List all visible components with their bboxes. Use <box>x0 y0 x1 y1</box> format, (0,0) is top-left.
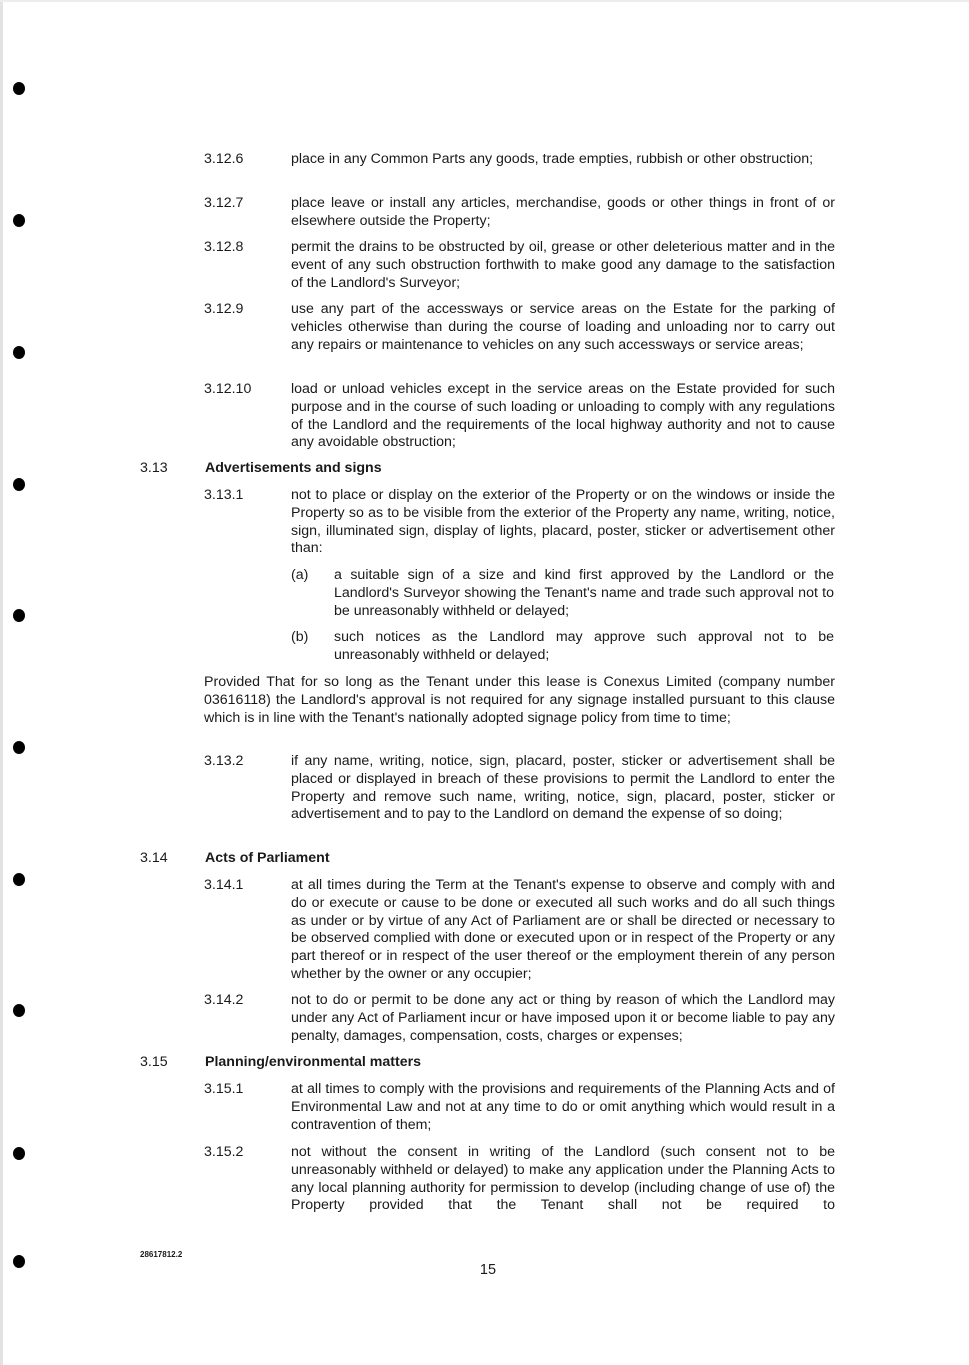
clause-number: 3.12.10 <box>204 381 252 397</box>
punch-hole <box>13 1255 25 1268</box>
clause-number: 3.15.1 <box>204 1081 244 1097</box>
subclause-text: a suitable sign of a size and kind first approved by the Landlord or the Landlord's Surveyor showing the Tenant's name and trade such approval not to be unreasonably withheld or delayed; <box>334 567 834 619</box>
punch-hole <box>13 741 25 754</box>
clause-text: place in any Common Parts any goods, trade empties, rubbish or other obstruction; <box>291 151 814 167</box>
clause-number: 3.12.6 <box>204 151 244 167</box>
document-reference: 28617812.2 <box>140 1250 183 1259</box>
page-top-shadow <box>0 0 969 2</box>
clause-number: 3.12.7 <box>204 195 244 211</box>
clause-number: 3.12.8 <box>204 239 244 255</box>
clause-number: 3.14.2 <box>204 992 244 1008</box>
punch-hole <box>13 1004 25 1017</box>
page-number: 15 <box>479 1262 497 1278</box>
punch-hole <box>13 478 25 491</box>
punch-hole <box>13 214 25 227</box>
punch-hole <box>13 609 25 622</box>
clause-number: 3.13.2 <box>204 753 244 769</box>
section-number: 3.15 <box>140 1054 168 1070</box>
clause-number: 3.12.9 <box>204 301 244 317</box>
clause-text: use any part of the accessways or service areas on the Estate for the parking of vehicles otherwise than during the course of loading and unloading nor to carry out any repairs or maintenance to vehicles on any such accessways or service areas; <box>291 301 835 353</box>
punch-hole <box>13 873 25 886</box>
section-heading: Planning/environmental matters <box>205 1054 422 1070</box>
clause-number: 3.15.2 <box>204 1144 244 1160</box>
clause-text: permit the drains to be obstructed by oil, grease or other deleterious matter and in the event of any such obstruction forthwith to make good any damage to the satisfaction of the Landlord's Surveyor; <box>291 239 835 291</box>
section-heading: Advertisements and signs <box>205 460 382 476</box>
punch-hole <box>13 82 25 95</box>
clause-text: load or unload vehicles except in the service areas on the Estate provided for such purpose and in the course of such loading or unloading to comply with any regulations of the Landlord and the requirements of the local highway authority and not to cause any avoidable obstruction; <box>291 381 835 451</box>
clause-text: if any name, writing, notice, sign, placard, poster, sticker or advertisement shall be placed or displayed in breach of these provisions to permit the Landlord to enter the Property and remove such name, writing, notice, sign, placard, poster, sticker or advertisement and to pay to the Landlord on demand the expense of so doing; <box>291 753 835 823</box>
punch-hole <box>13 346 25 359</box>
clause-text: not to place or display on the exterior of the Property or on the windows or inside the Property so as to be visible from the exterior of the Property any name, writing, notice, sign, illuminated sign, display of lights, placard, poster, sticker or advertisement other than: <box>291 487 835 557</box>
clause-text: not to do or permit to be done any act or thing by reason of which the Landlord may under any Act of Parliament incur or have imposed upon it or become liable to pay any penalty, damages, compensation, costs, charges or expenses; <box>291 992 835 1044</box>
page-edge-shadow <box>0 0 3 1365</box>
clause-text: at all times to comply with the provisions and requirements of the Planning Acts and of Environmental Law and not at any time to do or omit anything which would result in a contravention of them; <box>291 1081 835 1133</box>
section-number: 3.13 <box>140 460 168 476</box>
clause-number: 3.14.1 <box>204 877 244 893</box>
subclause-number: (a) <box>291 567 309 583</box>
clause-text: place leave or install any articles, merchandise, goods or other things in front of or elsewhere outside the Property; <box>291 195 835 229</box>
section-heading: Acts of Parliament <box>205 850 330 866</box>
subclause-number: (b) <box>291 629 309 645</box>
clause-text: at all times during the Term at the Tenant's expense to observe and comply with and do or execute or cause to be done or executed all such works and do all such things as under or by virtue of any Act of Parliament are or shall be directed or necessary to be observed complied with done or executed upon or in respect of the Property or any part thereof or in respect of the user thereof or the employment therein of any person whether by the owner or any occupier; <box>291 877 835 982</box>
section-number: 3.14 <box>140 850 168 866</box>
clause-text: not without the consent in writing of the Landlord (such consent not to be unreasonably withheld or delayed) to make any application under the Planning Acts to any local planning authority for permission to develop (including change of use of) the Property provided that the Tenant shall not be required to <box>291 1144 835 1214</box>
subclause-text: such notices as the Landlord may approve such approval not to be unreasonably withheld or delayed; <box>334 629 834 663</box>
punch-hole <box>13 1147 25 1160</box>
clause-number: 3.13.1 <box>204 487 244 503</box>
proviso-text: Provided That for so long as the Tenant under this lease is Conexus Limited (company number 03616118) the Landlord's approval is not required for any signage installed pursuant to this clause which is in line with the Tenant's nationally adopted signage policy from time to time; <box>204 674 835 726</box>
